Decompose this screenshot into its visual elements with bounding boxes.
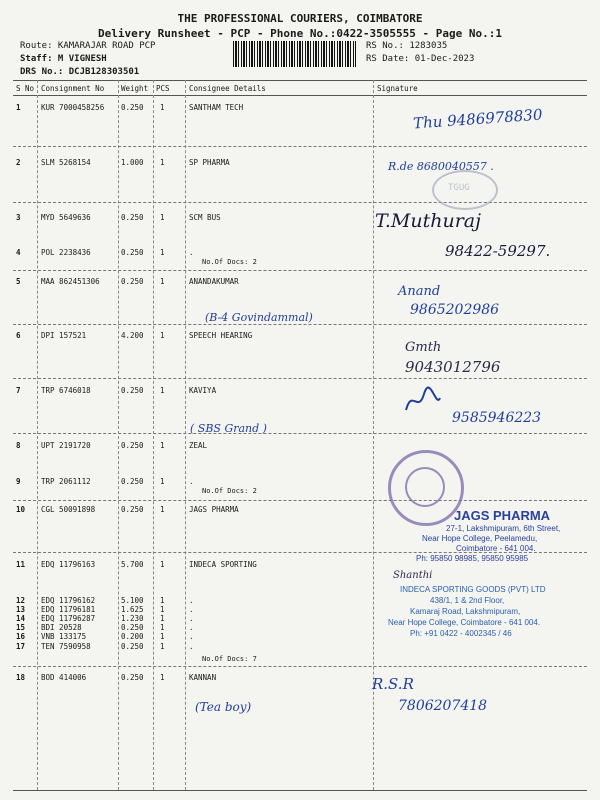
row-17-weight: 0.250 bbox=[121, 642, 144, 651]
row-9-sno: 9 bbox=[16, 477, 21, 486]
handwritten-phone: 9585946223 bbox=[452, 410, 542, 426]
row-2-sno: 2 bbox=[16, 158, 21, 167]
row-11-sno: 11 bbox=[16, 560, 26, 569]
header-bottom-border bbox=[13, 95, 587, 96]
row-2-cons: SLM 5268154 bbox=[41, 158, 91, 167]
row-5-weight: 0.250 bbox=[121, 277, 144, 286]
row-7-consignee: KAVIYA bbox=[189, 386, 217, 395]
col-divider bbox=[185, 80, 186, 790]
row-18-sno: 18 bbox=[16, 673, 26, 682]
col-divider bbox=[118, 80, 119, 790]
handwritten-signature: R.de 8680040557 . bbox=[388, 160, 494, 173]
row-4-sno: 4 bbox=[16, 248, 21, 257]
row-1-sno: 1 bbox=[16, 103, 21, 112]
col-header-signature: Signature bbox=[377, 84, 418, 93]
row-18-pcs: 1 bbox=[160, 673, 165, 682]
barcode bbox=[233, 41, 356, 67]
handwritten-phone: 7806207418 bbox=[398, 698, 488, 714]
docs-note: No.Of Docs: 2 bbox=[202, 487, 257, 495]
row-4-consignee: . bbox=[189, 248, 194, 257]
row-16-weight: 0.200 bbox=[121, 632, 144, 641]
row-12-weight: 5.100 bbox=[121, 596, 144, 605]
row-12-pcs: 1 bbox=[160, 596, 165, 605]
row-3-sno: 3 bbox=[16, 213, 21, 222]
row-separator bbox=[13, 270, 587, 271]
row-16-sno: 16 bbox=[16, 632, 26, 641]
row-10-consignee: JAGS PHARMA bbox=[189, 505, 239, 514]
row-separator bbox=[13, 433, 587, 434]
row-14-sno: 14 bbox=[16, 614, 26, 623]
row-16-cons: VNB 133175 bbox=[41, 632, 87, 641]
scribble-signature bbox=[402, 386, 442, 416]
row-10-cons: CGL 50091898 bbox=[41, 505, 96, 514]
docs-note: No.Of Docs: 2 bbox=[202, 258, 257, 266]
row-separator bbox=[13, 666, 587, 667]
row-7-sno: 7 bbox=[16, 386, 21, 395]
row-7-cons: TRP 6746018 bbox=[41, 386, 91, 395]
handwritten-signature: Gmth bbox=[405, 340, 442, 355]
row-12-cons: EDQ 11796162 bbox=[41, 596, 96, 605]
col-header-consignment: Consignment No bbox=[41, 84, 105, 93]
row-6-cons: DPI 157521 bbox=[41, 331, 87, 340]
row-8-cons: UPT 2191720 bbox=[41, 441, 91, 450]
round-company-stamp bbox=[388, 450, 464, 526]
row-8-consignee: ZEAL bbox=[189, 441, 208, 450]
row-17-pcs: 1 bbox=[160, 642, 165, 651]
col-header-pcs: PCS bbox=[156, 84, 170, 93]
row-1-pcs: 1 bbox=[160, 103, 165, 112]
row-6-consignee: SPEECH HEARING bbox=[189, 331, 253, 340]
row-9-weight: 0.250 bbox=[121, 477, 144, 486]
row-18-consignee: KANNAN bbox=[189, 673, 217, 682]
docs-note: No.Of Docs: 7 bbox=[202, 655, 257, 663]
row-separator bbox=[13, 378, 587, 379]
col-header-weight: Weight bbox=[121, 84, 149, 93]
row-5-pcs: 1 bbox=[160, 277, 165, 286]
row-7-pcs: 1 bbox=[160, 386, 165, 395]
col-divider bbox=[37, 80, 38, 790]
handwritten-phone: 98422-59297. bbox=[445, 242, 551, 260]
row-separator bbox=[13, 202, 587, 203]
row-2-consignee: SP PHARMA bbox=[189, 158, 230, 167]
handwritten-signature: Shanthi bbox=[393, 570, 433, 581]
row-13-consignee: . bbox=[189, 605, 194, 614]
row-5-sno: 5 bbox=[16, 277, 21, 286]
handwritten-signature: R.S.R bbox=[372, 675, 414, 693]
row-18-weight: 0.250 bbox=[121, 673, 144, 682]
row-9-pcs: 1 bbox=[160, 477, 165, 486]
row-10-sno: 10 bbox=[16, 505, 26, 514]
row-separator bbox=[13, 146, 587, 147]
row-5-cons: MAA 862451306 bbox=[41, 277, 100, 286]
row-4-weight: 0.250 bbox=[121, 248, 144, 257]
row-7-weight: 0.250 bbox=[121, 386, 144, 395]
row-3-pcs: 1 bbox=[160, 213, 165, 222]
rs-date: RS Date: 01-Dec-2023 bbox=[366, 54, 475, 64]
row-6-weight: 4.200 bbox=[121, 331, 144, 340]
row-11-cons: EDQ 11796163 bbox=[41, 560, 96, 569]
handwritten-phone: 9865202986 bbox=[410, 302, 500, 318]
row-2-pcs: 1 bbox=[160, 158, 165, 167]
staff-label: Staff: M VIGNESH bbox=[20, 54, 107, 64]
col-header-sno: S No bbox=[16, 84, 35, 93]
row-4-cons: POL 2238436 bbox=[41, 248, 91, 257]
row-15-weight: 0.250 bbox=[121, 623, 144, 632]
row-18-cons: BOD 414006 bbox=[41, 673, 87, 682]
row-15-pcs: 1 bbox=[160, 623, 165, 632]
row-3-cons: MYD 5649636 bbox=[41, 213, 91, 222]
handwritten-signature: T.Muthuraj bbox=[375, 210, 482, 232]
handwritten-signature: Thu 9486978830 bbox=[412, 105, 544, 133]
handwritten-note: (Tea boy) bbox=[195, 700, 252, 714]
row-15-sno: 15 bbox=[16, 623, 26, 632]
company-title: THE PROFESSIONAL COURIERS, COIMBATORE bbox=[177, 12, 423, 25]
row-16-pcs: 1 bbox=[160, 632, 165, 641]
row-3-consignee: SCM BUS bbox=[189, 213, 221, 222]
row-13-pcs: 1 bbox=[160, 605, 165, 614]
row-17-cons: TEN 7590958 bbox=[41, 642, 91, 651]
row-16-consignee: . bbox=[189, 632, 194, 641]
row-12-consignee: . bbox=[189, 596, 194, 605]
row-9-cons: TRP 2061112 bbox=[41, 477, 91, 486]
row-13-cons: EDQ 11796181 bbox=[41, 605, 96, 614]
row-2-weight: 1.000 bbox=[121, 158, 144, 167]
row-17-sno: 17 bbox=[16, 642, 26, 651]
row-6-sno: 6 bbox=[16, 331, 21, 340]
row-15-cons: BDI 20528 bbox=[41, 623, 82, 632]
route-label: Route: KAMARAJAR ROAD PCP bbox=[20, 41, 156, 51]
row-8-weight: 0.250 bbox=[121, 441, 144, 450]
col-divider bbox=[153, 80, 154, 790]
row-11-weight: 5.700 bbox=[121, 560, 144, 569]
faint-stamp: TGUG bbox=[432, 170, 498, 210]
handwritten-note: (B-4 Govindammal) bbox=[205, 311, 313, 324]
table-bottom-border bbox=[13, 790, 587, 791]
row-10-weight: 0.250 bbox=[121, 505, 144, 514]
row-8-sno: 8 bbox=[16, 441, 21, 450]
row-1-consignee: SANTHAM TECH bbox=[189, 103, 244, 112]
row-6-pcs: 1 bbox=[160, 331, 165, 340]
row-8-pcs: 1 bbox=[160, 441, 165, 450]
row-14-consignee: . bbox=[189, 614, 194, 623]
handwritten-phone: 9043012796 bbox=[405, 358, 501, 376]
table-top-border bbox=[13, 80, 587, 81]
row-13-weight: 1.625 bbox=[121, 605, 144, 614]
row-14-pcs: 1 bbox=[160, 614, 165, 623]
row-10-pcs: 1 bbox=[160, 505, 165, 514]
row-3-weight: 0.250 bbox=[121, 213, 144, 222]
row-17-consignee: . bbox=[189, 642, 194, 651]
row-15-consignee: . bbox=[189, 623, 194, 632]
handwritten-signature: Anand bbox=[398, 284, 441, 299]
rs-number: RS No.: 1283035 bbox=[366, 41, 448, 51]
row-13-sno: 13 bbox=[16, 605, 26, 614]
row-4-pcs: 1 bbox=[160, 248, 165, 257]
row-12-sno: 12 bbox=[16, 596, 26, 605]
row-5-consignee: ANANDAKUMAR bbox=[189, 277, 239, 286]
row-11-consignee: INDECA SPORTING bbox=[189, 560, 257, 569]
row-11-pcs: 1 bbox=[160, 560, 165, 569]
col-header-consignee: Consignee Details bbox=[189, 84, 266, 93]
row-1-cons: KUR 7000458256 bbox=[41, 103, 105, 112]
row-9-consignee: . bbox=[189, 477, 194, 486]
drs-number: DRS No.: DCJB128303501 bbox=[20, 67, 140, 77]
row-separator bbox=[13, 500, 587, 501]
runsheet-subtitle: Delivery Runsheet - PCP - Phone No.:0422-3505555 - Page No.:1 bbox=[98, 27, 502, 40]
row-14-weight: 1.230 bbox=[121, 614, 144, 623]
row-14-cons: EDQ 11796287 bbox=[41, 614, 96, 623]
handwritten-note: ( SBS Grand ) bbox=[190, 422, 267, 435]
row-separator bbox=[13, 324, 587, 325]
row-1-weight: 0.250 bbox=[121, 103, 144, 112]
